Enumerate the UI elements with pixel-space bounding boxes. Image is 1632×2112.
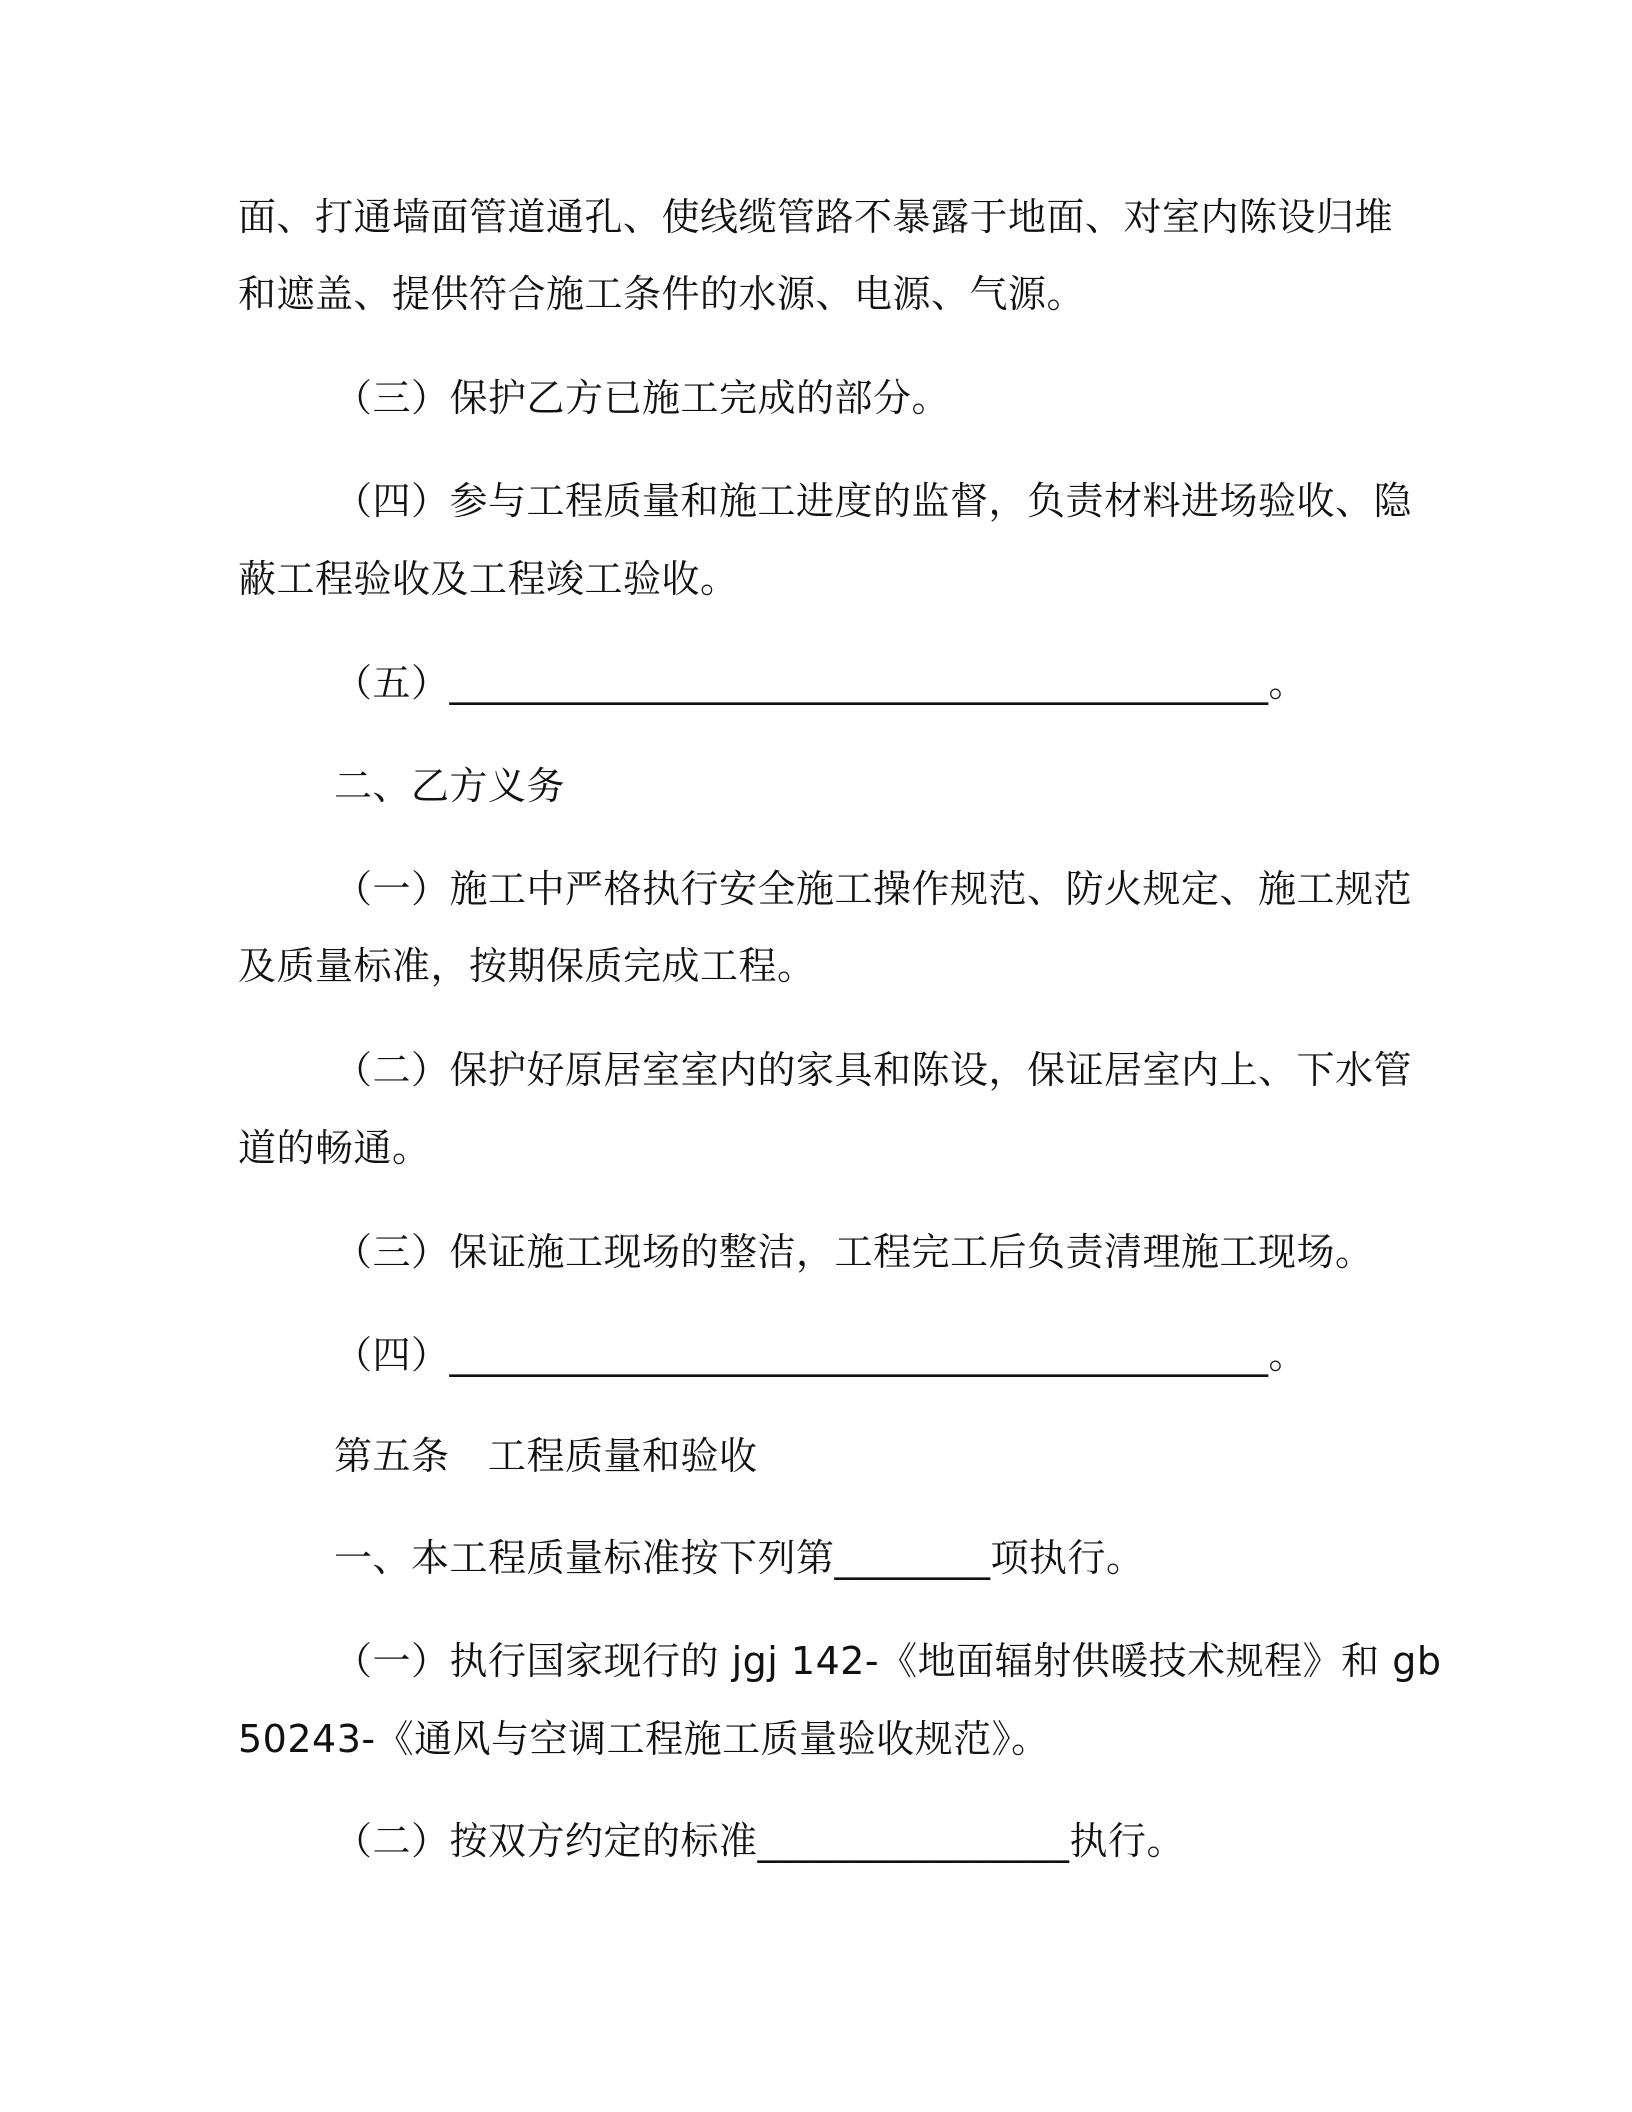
text-line: 和遮盖、提供符合施工条件的水源、电源、气源。: [238, 272, 1086, 316]
blank-fill-line: （五）__________________________________________。: [334, 661, 1308, 705]
text-line: 50243-《通风与空调工程施工质量验收规范》。: [238, 1717, 1050, 1761]
text-line: （三）保证施工现场的整洁，工程完工后负责清理施工现场。: [334, 1230, 1374, 1274]
blank-fill-line: （四）__________________________________________。: [334, 1333, 1308, 1377]
text-line: 一、本工程质量标准按下列第________项执行。: [334, 1536, 1145, 1580]
article-heading: 第五条 工程质量和验收: [334, 1434, 758, 1478]
text-line: （三）保护乙方已施工完成的部分。: [334, 376, 951, 420]
text-line: 及质量标准，按期保质完成工程。: [238, 944, 816, 988]
text-line: 道的畅通。: [238, 1126, 431, 1170]
text-line: （一）施工中严格执行安全施工操作规范、防火规定、施工规范: [334, 867, 1413, 911]
section-heading: 二、乙方义务: [334, 764, 566, 808]
text-line: （二）保护好原居室室内的家具和陈设，保证居室内上、下水管: [334, 1048, 1413, 1092]
text-line: （二）按双方约定的标准________________执行。: [334, 1819, 1186, 1863]
text-line: （四）参与工程质量和施工进度的监督，负责材料进场验收、隐: [334, 479, 1413, 523]
text-line: （一）执行国家现行的 jgj 142-《地面辐射供暖技术规程》和 gb: [334, 1639, 1442, 1683]
text-line: 面、打通墙面管道通孔、使线缆管路不暴露于地面、对室内陈设归堆: [238, 195, 1394, 239]
text-line: 蔽工程验收及工程竣工验收。: [238, 557, 739, 601]
